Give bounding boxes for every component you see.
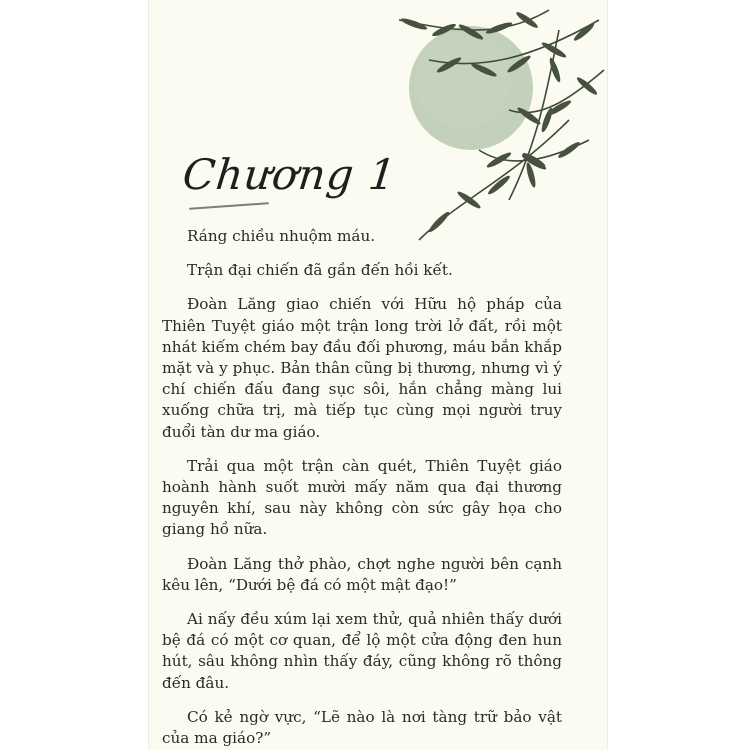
chapter-title-flourish <box>189 202 269 210</box>
chapter-title: Chương 1 <box>180 150 400 199</box>
paragraph: Ai nấy đều xúm lại xem thử, quả nhiên thấy dưới bệ đá có một cơ quan, để lộ một cửa động đen hun hút, sâu không nhìn thấy đáy, cũng không rõ thông đến đâu. <box>162 610 562 692</box>
paragraph: Trải qua một trận càn quét, Thiên Tuyệt giáo hoành hành suốt mười mấy năm qua đại thương nguyên khí, sau này không còn sức gây họa cho giang hồ nữa. <box>162 456 562 539</box>
chapter-body <box>162 226 562 750</box>
paragraph: Đoàn Lăng giao chiến với Hữu hộ pháp của Thiên Tuyệt giáo một trận long trời lở đất, rồi một nhát kiếm chém bay đầu đối phương, máu bắn khắp mặt và y phục. Bản thân cũng bị thương, nhưng vì ý chí chiến đấu đang sục sôi, hắn chẳng màng lui xuống chữa trị, mà tiếp tục cùng mọi người truy đuổi tàn dư ma giáo. <box>162 295 563 441</box>
paragraph: Trận đại chiến đã gần đến hồi kết. <box>187 261 453 280</box>
book-page <box>148 0 608 750</box>
paragraph: Có kẻ ngờ vực, “Lẽ nào là nơi tàng trữ bảo vật của ma giáo?” <box>162 707 562 748</box>
paragraph: Đoàn Lăng thở phào, chợt nghe người bên cạnh kêu lên, “Dưới bệ đá có một mật đạo!” <box>162 554 562 594</box>
willow-moon-illustration <box>359 0 607 250</box>
paragraph: Ráng chiều nhuộm máu. <box>187 227 376 245</box>
